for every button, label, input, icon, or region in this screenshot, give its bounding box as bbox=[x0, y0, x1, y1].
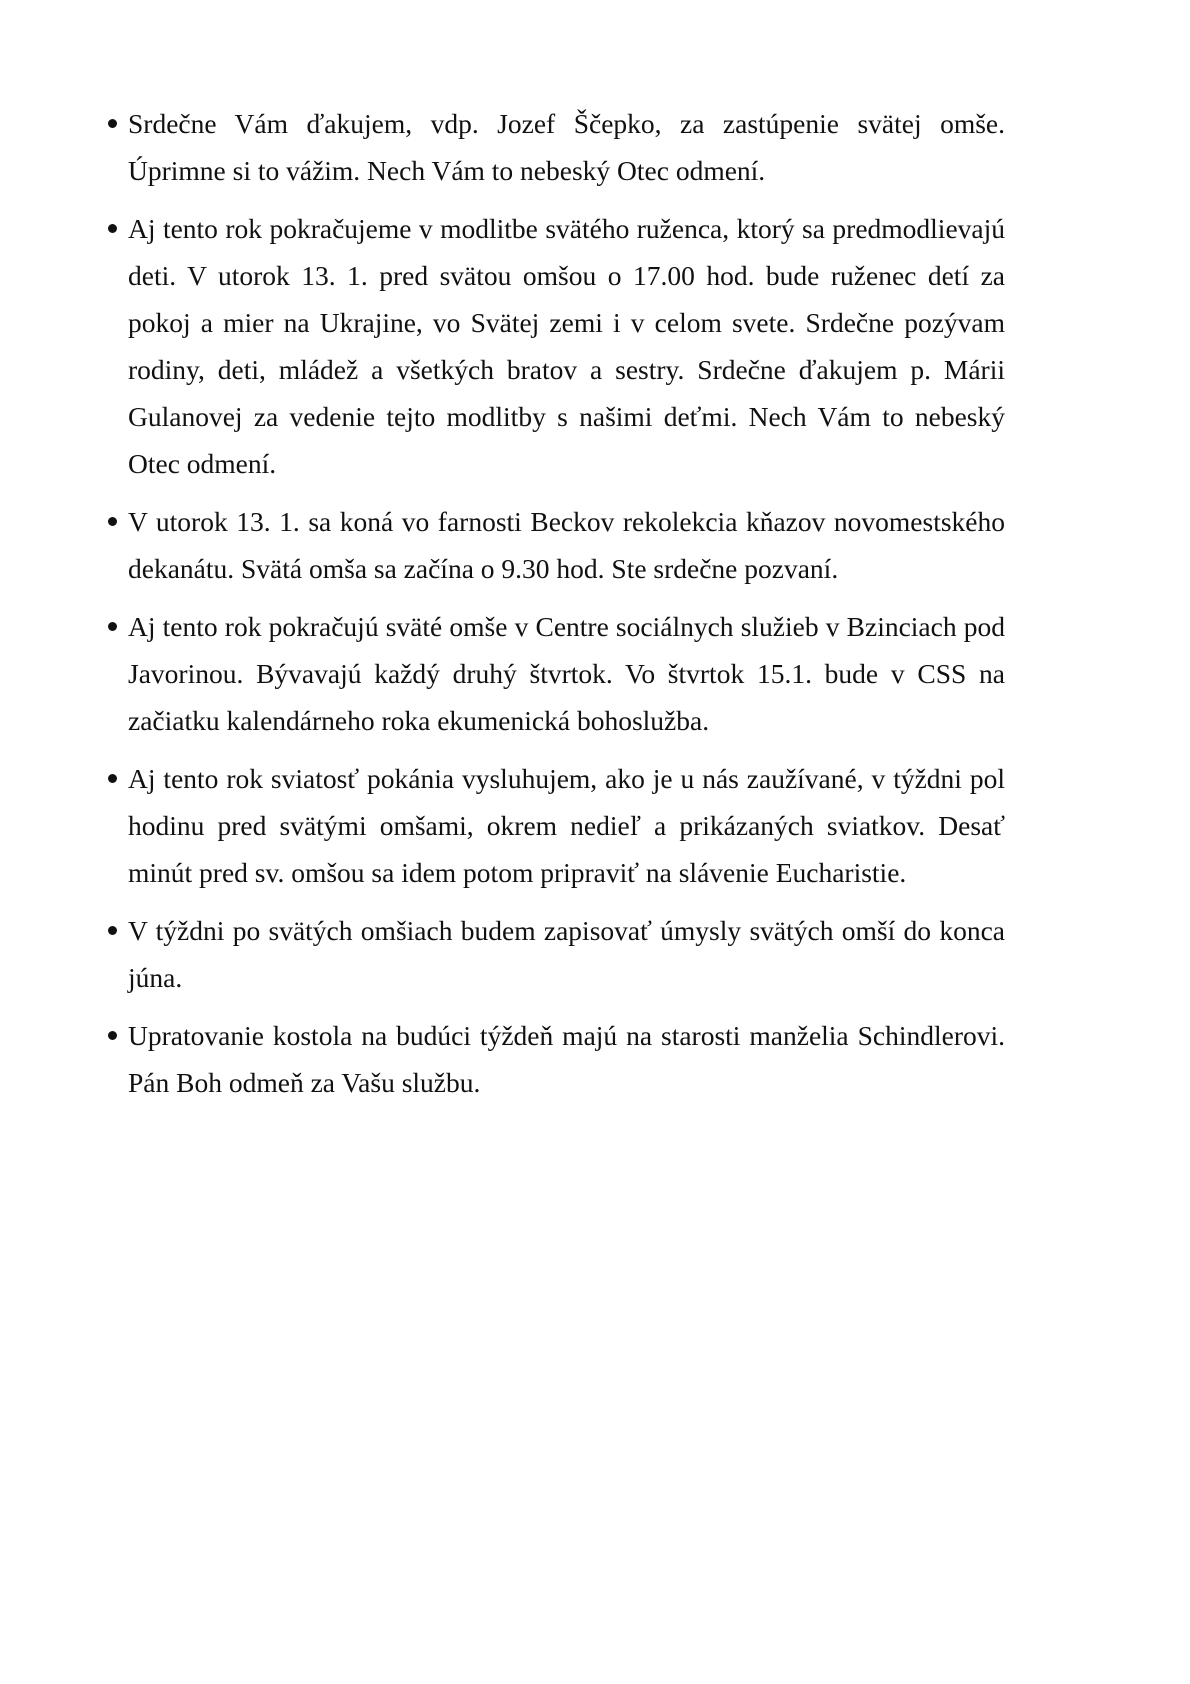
list-item bbox=[108, 603, 1005, 744]
bullet-icon bbox=[108, 774, 117, 783]
bullet-icon bbox=[108, 224, 117, 233]
list-item bbox=[108, 205, 1005, 487]
announcement-text: V utorok 13. 1. sa koná vo farnosti Beckov rekolekcia kňazov novomestského dekanátu. Svätá omša sa začína o 9.30 hod. Ste srdečne pozvaní. bbox=[128, 506, 1005, 584]
bullet-icon bbox=[108, 622, 117, 631]
announcement-text: Aj tento rok pokračujeme v modlitbe svätého ruženca, ktorý sa predmodlievajú deti. V utorok 13. 1. pred svätou omšou o 17.00 hod. bude ruženec detí za pokoj a mier na Ukrajine, vo Svätej zemi i v celom svete. Srdečne pozývam rodiny, deti, mládež a všetkých bratov a sestry. Srdečne ďakujem p. Márii Gulanovej za vedenie tejto modlitby s našimi deťmi. Nech Vám to nebeský Otec odmení. bbox=[128, 213, 1005, 479]
bullet-icon bbox=[108, 517, 117, 526]
announcement-text: Upratovanie kostola na budúci týždeň majú na starosti manželia Schindlerovi. Pán Boh odmeň za Vašu službu. bbox=[128, 1020, 1005, 1098]
announcement-text: Aj tento rok pokračujú sväté omše v Centre sociálnych služieb v Bzinciach pod Javorinou. Bývavajú každý druhý štvrtok. Vo štvrtok 15.1. bude v CSS na začiatku kalendárneho roka ekumenická bohoslužba. bbox=[128, 611, 1005, 736]
list-item bbox=[108, 498, 1005, 592]
announcement-text: Aj tento rok sviatosť pokánia vysluhujem, ako je u nás zaužívané, v týždni pol hodinu pred svätými omšami, okrem nedieľ a prikázaných sviatkov. Desať minút pred sv. omšou sa idem potom pripraviť na slávenie Eucharistie. bbox=[128, 763, 1005, 888]
bullet-icon bbox=[108, 119, 117, 128]
list-item bbox=[108, 100, 1005, 194]
announcement-list bbox=[108, 100, 1005, 1117]
list-item bbox=[108, 907, 1005, 1001]
list-item bbox=[108, 1012, 1005, 1106]
announcement-text: V týždni po svätých omšiach budem zapisovať úmysly svätých omší do konca júna. bbox=[128, 915, 1005, 993]
bullet-icon bbox=[108, 1031, 117, 1040]
bullet-icon bbox=[108, 926, 117, 935]
announcement-text: Srdečne Vám ďakujem, vdp. Jozef Ščepko, za zastúpenie svätej omše. Úprimne si to vážim. Nech Vám to nebeský Otec odmení. bbox=[128, 108, 1005, 186]
list-item bbox=[108, 755, 1005, 896]
